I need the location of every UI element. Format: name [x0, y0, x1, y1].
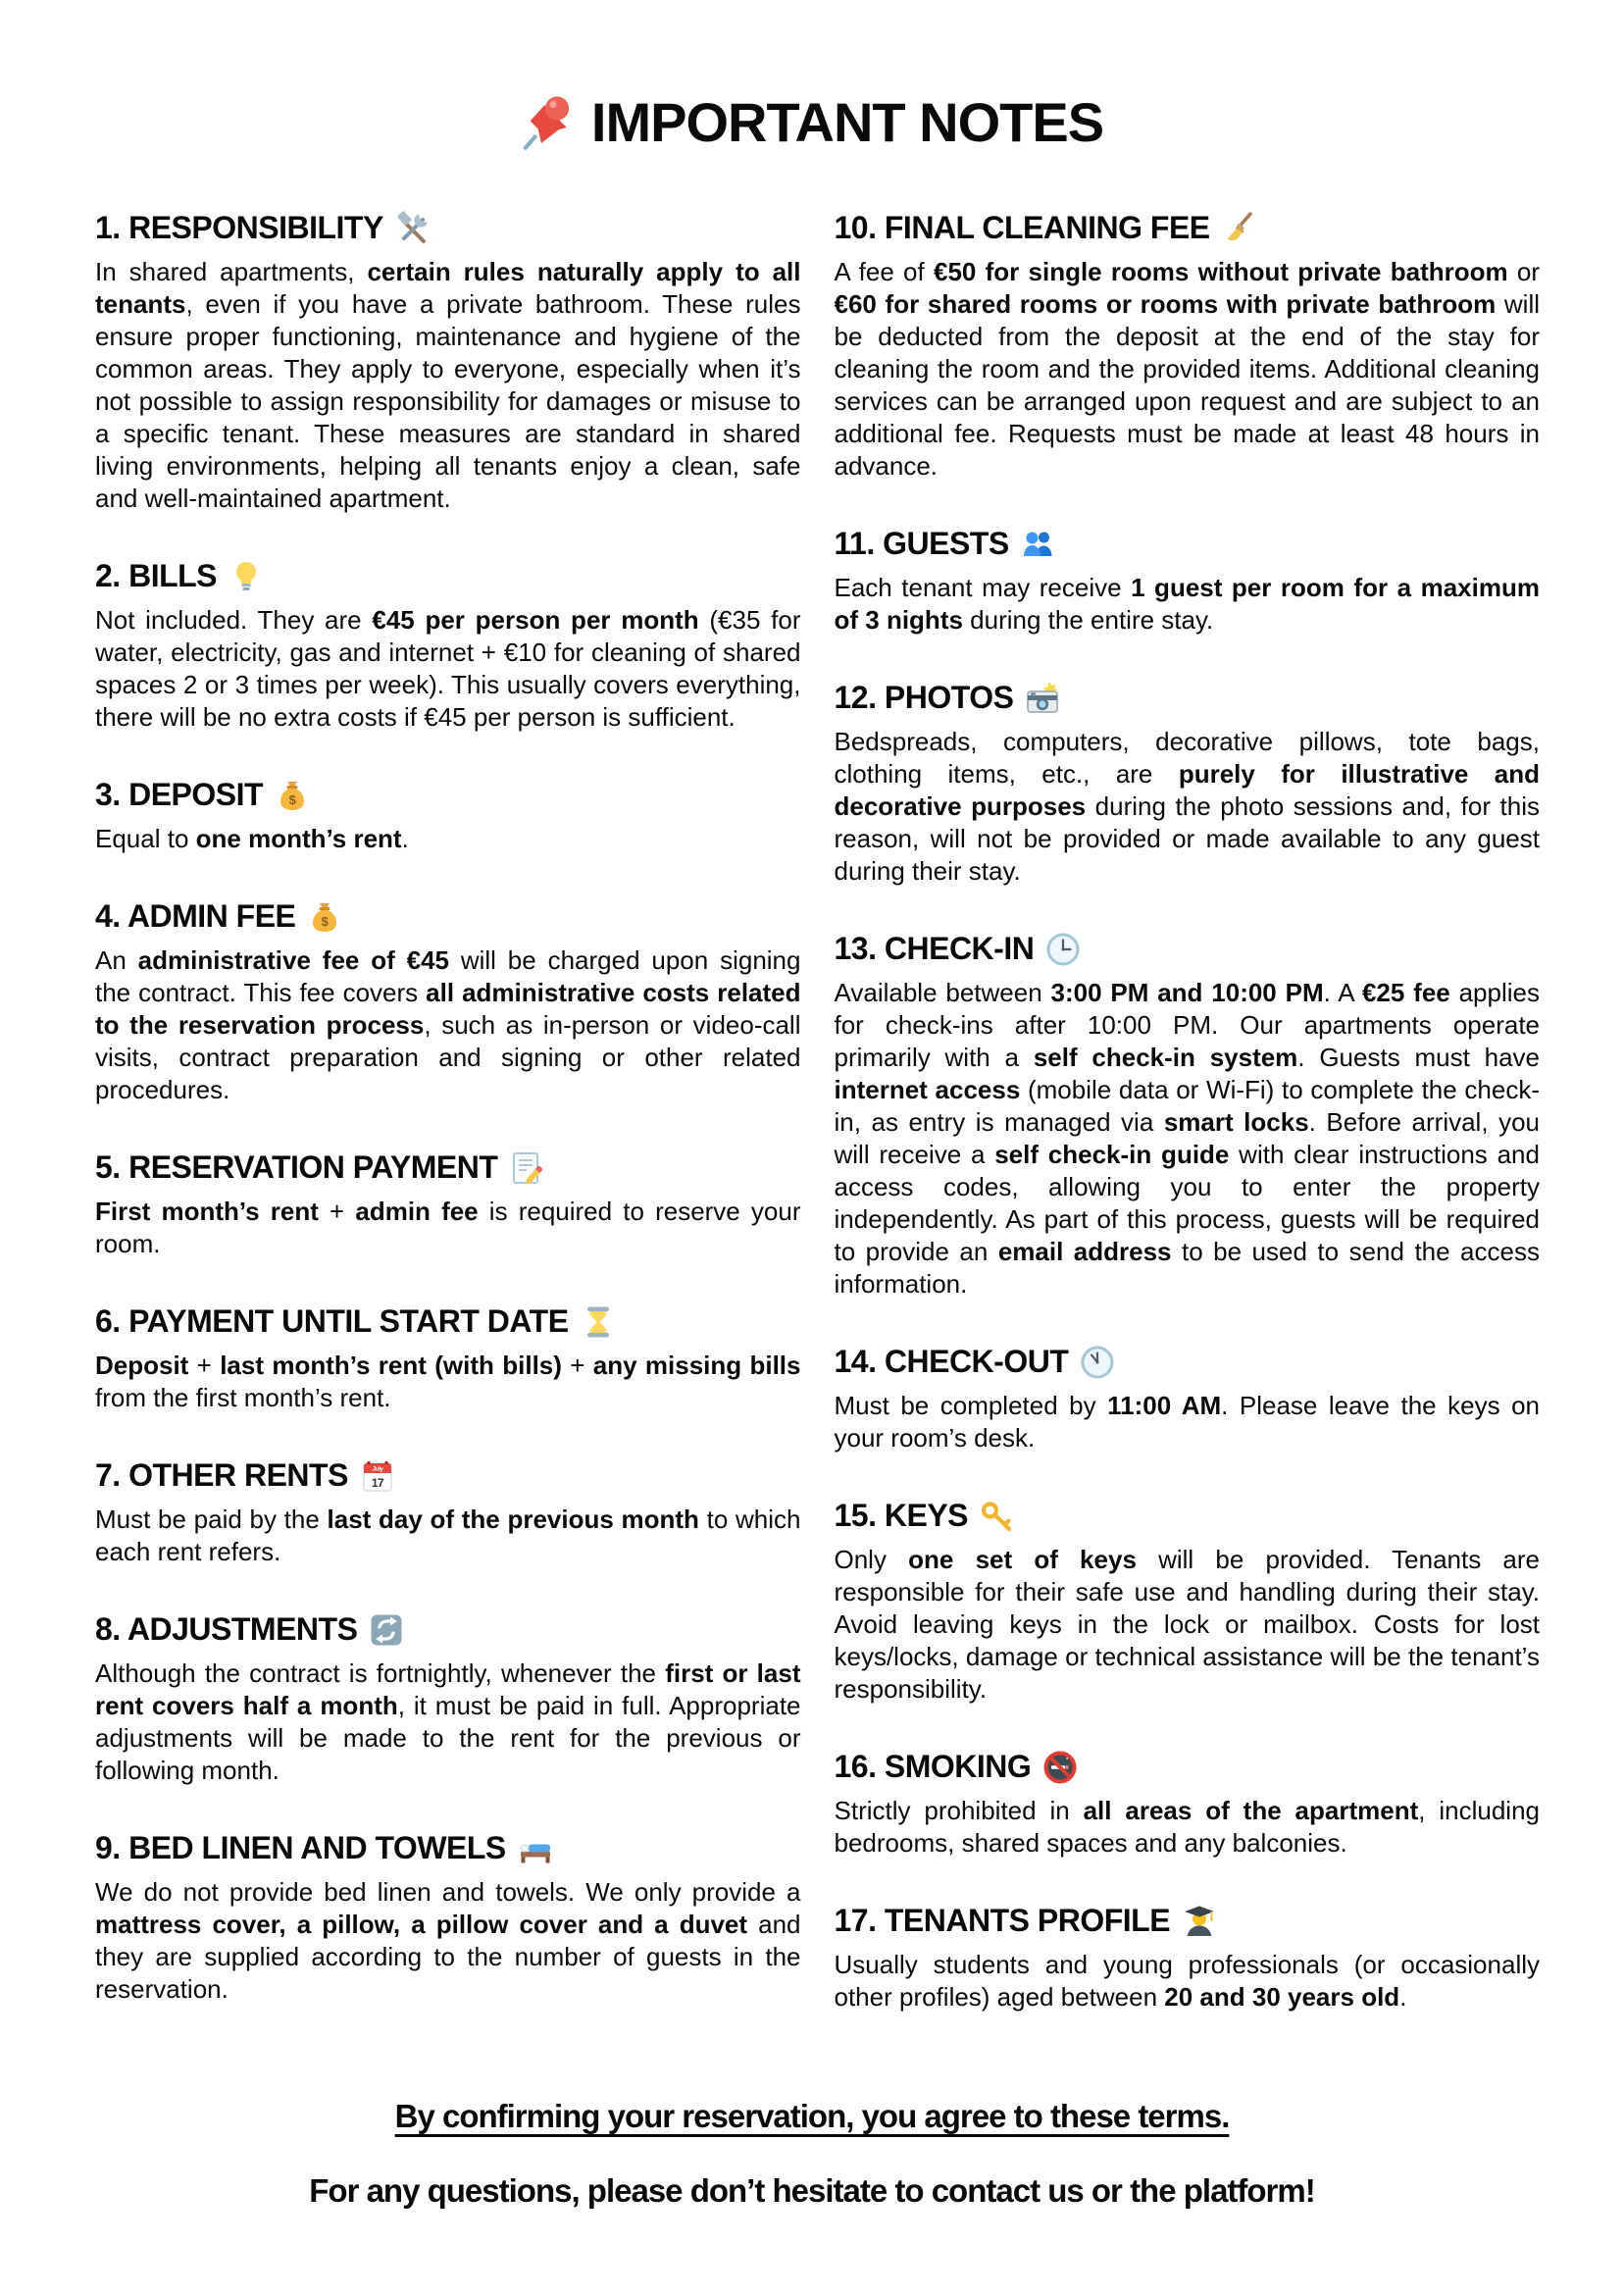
tools-icon — [395, 211, 431, 246]
section-2-bills — [95, 558, 801, 734]
text-run: Only — [834, 1545, 909, 1574]
arrows-icon — [369, 1612, 404, 1648]
text-run: with clear instructions and access codes, allowing you to enter the property independently. As part of this process, guests will be required to provide an — [834, 1140, 1540, 1266]
text-run: administrative fee of €45 — [137, 945, 449, 975]
section-12-photos — [835, 680, 1541, 888]
text-run: We do not provide bed linen and towels. We only provide a — [95, 1877, 801, 1907]
text-run: from the first month’s rent. — [95, 1383, 391, 1412]
section-heading — [95, 898, 801, 935]
section-text — [835, 726, 1541, 888]
money-bag-icon — [275, 778, 310, 813]
section-heading — [835, 210, 1541, 246]
section-title: 6. PAYMENT UNTIL START DATE — [95, 1303, 569, 1339]
text-run: mattress cover, a pillow, a pillow cover and a duvet — [95, 1910, 748, 1939]
section-14-check-out — [835, 1344, 1541, 1454]
text-run: Equal to — [95, 824, 196, 853]
text-run: will be provided. Tenants are responsible for their safe use and handling during their stay. Avoid leaving keys in the lock or mailbox. Costs for lost keys/locks, damage or technical assistance will be the tenant’s responsibility. — [834, 1545, 1540, 1704]
section-9-bed-linen-and-towels — [95, 1830, 801, 2006]
section-11-guests — [835, 526, 1541, 637]
section-text — [95, 1657, 801, 1787]
text-run: applies for check-ins after 10:00 PM. Our apartments operate primarily with a — [834, 978, 1540, 1072]
text-run: Strictly prohibited in — [834, 1796, 1084, 1825]
section-3-deposit — [95, 777, 801, 855]
hourglass-icon — [581, 1304, 616, 1340]
section-heading — [95, 1611, 801, 1648]
svg-text:$: $ — [288, 791, 296, 807]
text-run: , even if you have a private bathroom. These rules ensure proper functioning, maintenance and hygiene of the common areas. They apply to everyone, especially when it’s not possible to assign responsibility for damages or misuse to a specific tenant. These measures are standard in shared living environments, helping all tenants enjoy a clean, safe and well-maintained apartment. — [95, 289, 801, 513]
section-heading — [835, 931, 1541, 967]
section-text — [95, 1504, 801, 1568]
section-text — [95, 944, 801, 1106]
text-run: all administrative costs related to the reservation process — [95, 978, 801, 1040]
text-run: Must be paid by the — [95, 1504, 328, 1534]
section-title: 13. CHECK-IN — [834, 931, 1035, 966]
section-title: 3. DEPOSIT — [95, 777, 264, 812]
text-run: during the photo sessions and, for this reason, will not be provided or made available to any guest during their stay. — [834, 791, 1541, 886]
page-title-text: IMPORTANT NOTES — [590, 91, 1104, 153]
svg-text:17: 17 — [371, 1475, 384, 1490]
broom-icon — [1222, 211, 1257, 246]
section-heading — [95, 210, 801, 246]
section-title: 12. PHOTOS — [834, 680, 1014, 715]
clock-three-icon — [1045, 932, 1081, 967]
text-run: (€35 for water, electricity, gas and internet + €10 for cleaning of shared spaces 2 or 3 times per week). This usually covers everything, there will be no extra costs if €45 per person is sufficient. — [95, 605, 801, 732]
text-run: An — [95, 945, 138, 975]
svg-text:$: $ — [322, 913, 329, 929]
section-10-final-cleaning-fee — [835, 210, 1541, 483]
section-title: 5. RESERVATION PAYMENT — [95, 1149, 498, 1185]
section-title: 2. BILLS — [95, 558, 218, 593]
text-run: . — [401, 824, 409, 853]
money-bag-icon — [307, 899, 342, 935]
text-run: €60 for shared rooms or rooms with private bathroom — [834, 289, 1497, 319]
right-column — [835, 210, 1541, 2057]
page-title — [0, 90, 1624, 154]
left-column — [95, 210, 801, 2057]
section-title: 10. FINAL CLEANING FEE — [834, 210, 1210, 245]
text-run: 3:00 PM and 10:00 PM — [1050, 978, 1324, 1007]
text-run: last month’s rent (with bills) — [220, 1351, 562, 1380]
text-run: last day of the previous month — [327, 1504, 699, 1534]
section-title: 11. GUESTS — [834, 526, 1009, 561]
section-heading — [835, 1498, 1541, 1534]
text-run: €45 per person per month — [372, 605, 699, 635]
text-run: Bedspreads, computers, decorative pillows, tote bags, clothing items, etc., are — [834, 727, 1540, 789]
section-text — [835, 1390, 1541, 1454]
section-heading — [95, 1303, 801, 1340]
bed-icon — [518, 1831, 553, 1866]
text-run: smart locks — [1163, 1107, 1309, 1137]
text-run: to which each rent refers. — [95, 1504, 801, 1566]
section-heading — [835, 1903, 1541, 1939]
section-title: 8. ADJUSTMENTS — [95, 1611, 358, 1647]
memo-icon — [509, 1150, 544, 1186]
text-run: Deposit — [95, 1351, 189, 1380]
text-run: + — [561, 1351, 593, 1380]
section-16-smoking — [835, 1749, 1541, 1860]
section-text — [95, 604, 801, 734]
footer — [0, 2098, 1624, 2210]
text-run: internet access — [834, 1075, 1021, 1104]
text-run: Although the contract is fortnightly, whenever the — [95, 1658, 666, 1688]
section-17-tenants-profile — [835, 1903, 1541, 2014]
section-6-payment-until-start-date — [95, 1303, 801, 1414]
text-run: or — [1507, 257, 1541, 286]
section-heading — [95, 1457, 801, 1494]
text-run: First month’s rent — [95, 1197, 330, 1226]
text-run: Each tenant may receive — [834, 573, 1132, 602]
text-run: 20 and 30 years old — [1164, 1982, 1400, 2012]
svg-text:July: July — [372, 1465, 383, 1472]
section-text — [95, 823, 801, 855]
text-run: + — [330, 1197, 356, 1226]
text-run: A fee of — [834, 257, 934, 286]
student-icon — [1182, 1904, 1217, 1939]
section-heading — [835, 1749, 1541, 1785]
section-title: 7. OTHER RENTS — [95, 1457, 348, 1493]
section-title: 4. ADMIN FEE — [95, 898, 296, 934]
section-title: 17. TENANTS PROFILE — [834, 1903, 1171, 1938]
text-run: €50 for single rooms without private bathroom — [933, 257, 1508, 286]
text-run: Available between — [834, 978, 1051, 1007]
text-run: to be used to send the access information. — [834, 1237, 1540, 1299]
text-run: , including bedrooms, shared spaces and any balconies. — [834, 1796, 1540, 1858]
section-heading — [835, 680, 1541, 716]
section-text — [835, 572, 1541, 637]
section-heading — [95, 558, 801, 594]
text-run: one month’s rent — [195, 824, 402, 853]
section-title: 1. RESPONSIBILITY — [95, 210, 383, 245]
text-run: purely for illustrative and decorative purposes — [834, 759, 1540, 821]
text-run: . — [1399, 1982, 1407, 2012]
section-text — [95, 1350, 801, 1414]
section-13-check-in — [835, 931, 1541, 1300]
section-text — [95, 1196, 801, 1260]
text-run: + — [188, 1351, 221, 1380]
text-run: will be deducted from the deposit at the end of the stay for cleaning the room and the provided items. Additional cleaning services can be arranged upon request and are subject to an additional fee. Requests must be made at least 48 hours in advance. — [834, 289, 1540, 481]
key-icon — [980, 1499, 1015, 1534]
text-run: is required to reserve your room. — [95, 1197, 801, 1258]
terms-agreement-text: By confirming your reservation, you agree to these terms. — [394, 2098, 1230, 2134]
section-title: 15. KEYS — [834, 1498, 969, 1533]
text-run: Must be completed by — [834, 1391, 1108, 1420]
bulb-icon — [228, 559, 264, 594]
text-run: 11:00 AM — [1107, 1391, 1222, 1420]
contact-text: For any questions, please don’t hesitate to contact us or the platform! — [309, 2172, 1315, 2209]
text-run: €25 fee — [1361, 978, 1450, 1007]
section-text — [835, 1795, 1541, 1860]
section-text — [835, 256, 1541, 483]
text-run: email address — [997, 1237, 1172, 1266]
section-text — [835, 1949, 1541, 2014]
section-text — [95, 256, 801, 515]
busts-icon — [1021, 527, 1056, 562]
text-run: . A — [1323, 978, 1362, 1007]
section-title: 14. CHECK-OUT — [834, 1344, 1069, 1379]
section-5-reservation-payment — [95, 1149, 801, 1260]
no-smoking-icon — [1042, 1750, 1078, 1785]
text-run: certain rules naturally apply to all tenants — [95, 257, 801, 319]
text-run: , such as in-person or video-call visits, contract preparation and signing or other related procedures. — [95, 1010, 801, 1104]
section-text — [95, 1876, 801, 2006]
text-run: . Please leave the keys on your room’s desk. — [834, 1391, 1540, 1453]
section-heading — [95, 1830, 801, 1866]
text-run: any missing bills — [592, 1351, 801, 1380]
section-heading — [95, 1149, 801, 1186]
section-4-admin-fee — [95, 898, 801, 1106]
section-7-other-rents — [95, 1457, 801, 1568]
section-15-keys — [835, 1498, 1541, 1706]
notes-columns — [95, 210, 1540, 2057]
clock-eleven-icon — [1080, 1345, 1115, 1380]
text-run: admin fee — [355, 1197, 479, 1226]
section-title: 16. SMOKING — [834, 1749, 1032, 1784]
text-run: . Before arrival, you will receive a — [834, 1107, 1540, 1169]
text-run: In shared apartments, — [95, 257, 368, 286]
section-8-adjustments — [95, 1611, 801, 1787]
section-title: 9. BED LINEN AND TOWELS — [95, 1830, 506, 1865]
section-heading — [95, 777, 801, 813]
text-run: Not included. They are — [95, 605, 373, 635]
text-run: Usually students and young professionals (or occasionally other profiles) aged between — [834, 1950, 1540, 2012]
text-run: 1 guest per room for a maximum of 3 nights — [834, 573, 1540, 635]
text-run: one set of keys — [908, 1545, 1137, 1574]
section-text — [835, 977, 1541, 1300]
calendar-icon — [360, 1458, 395, 1494]
pushpin-icon — [521, 94, 578, 151]
text-run: will be charged upon signing the contract. This fee covers — [95, 945, 801, 1007]
section-heading — [835, 1344, 1541, 1380]
text-run: all areas of the apartment — [1083, 1796, 1419, 1825]
text-run: first or last rent covers half a month — [95, 1658, 801, 1720]
section-text — [835, 1544, 1541, 1706]
section-heading — [835, 526, 1541, 562]
text-run: . Guests must have — [1297, 1043, 1541, 1072]
camera-icon — [1025, 681, 1060, 716]
text-run: (mobile data or Wi-Fi) to complete the check-in, as entry is managed via — [834, 1075, 1540, 1137]
text-run: self check-in system — [1033, 1043, 1298, 1072]
text-run: self check-in guide — [994, 1140, 1230, 1169]
text-run: during the entire stay. — [962, 605, 1214, 635]
section-1-responsibility — [95, 210, 801, 515]
text-run: , it must be paid in full. Appropriate adjustments will be made to the rent for the previous or following month. — [95, 1691, 801, 1785]
text-run: and they are supplied according to the number of guests in the reservation. — [95, 1910, 801, 2004]
